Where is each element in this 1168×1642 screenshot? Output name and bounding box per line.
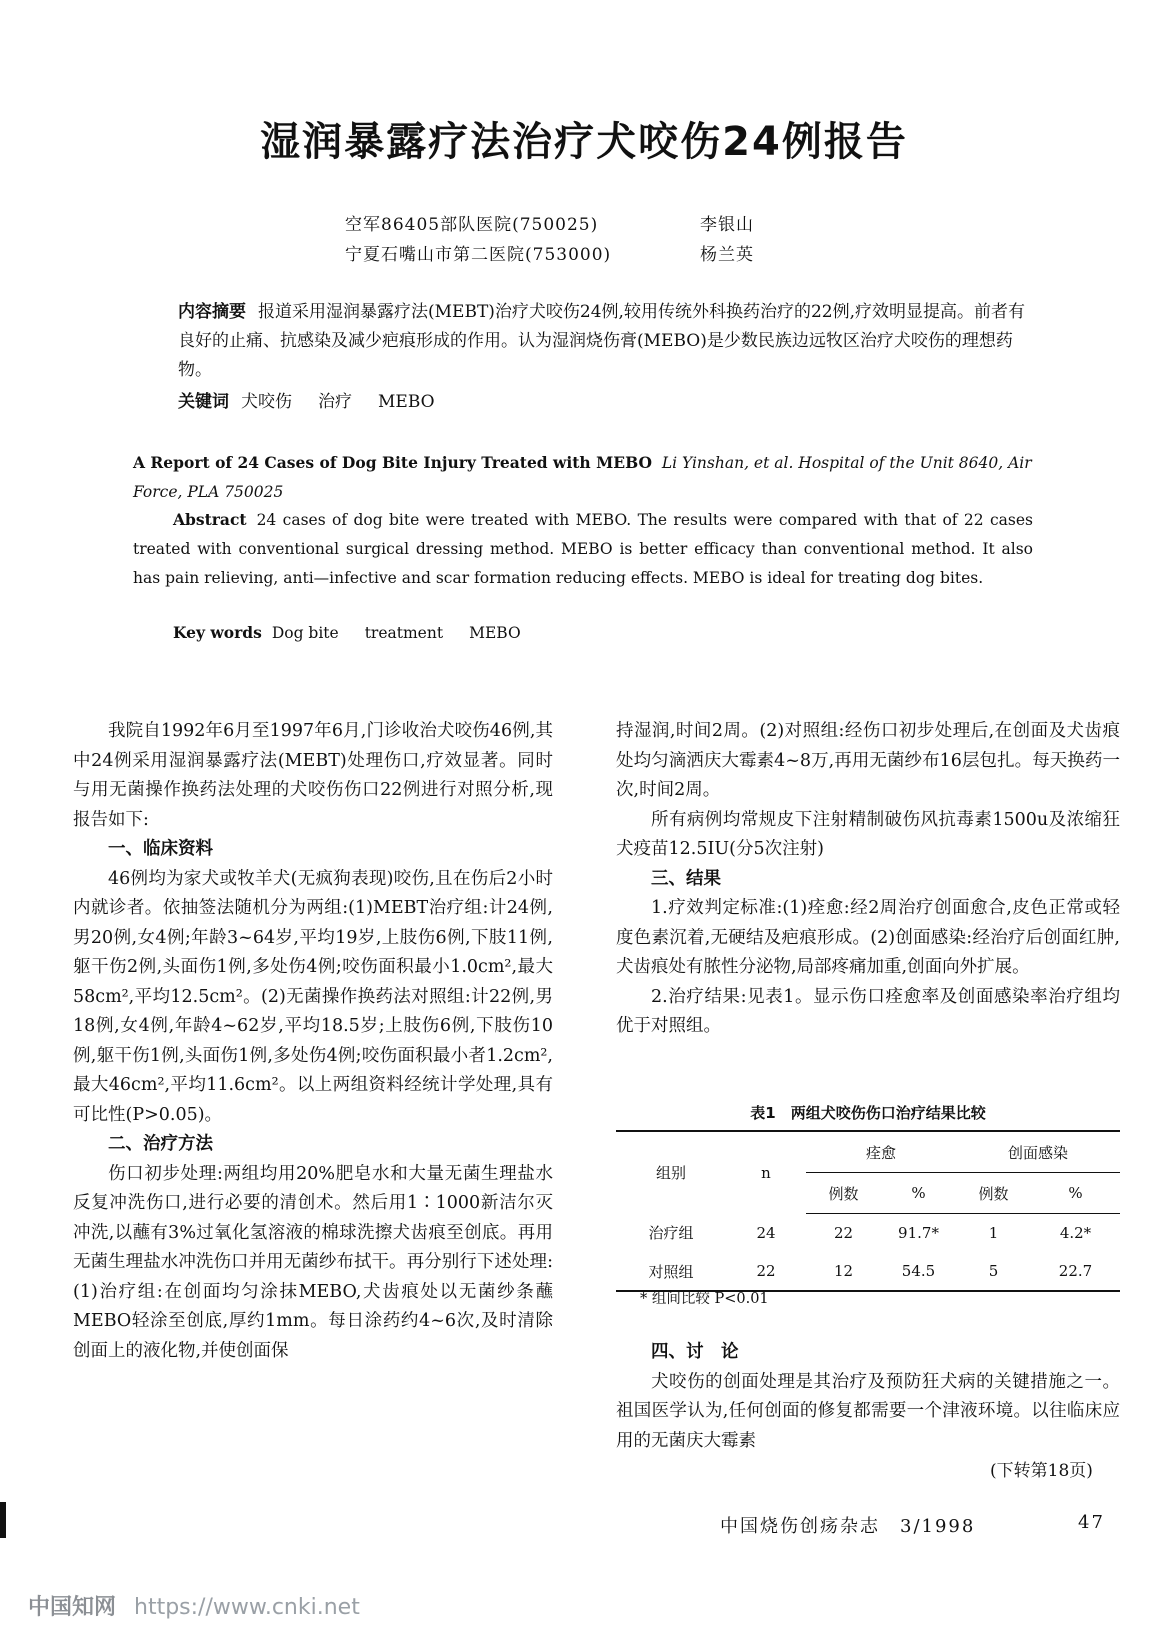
watermark-url: https://www.cnki.net	[134, 1595, 360, 1620]
table-row	[616, 1252, 1120, 1291]
header-infection-pct: %	[1031, 1173, 1120, 1214]
cell-group: 治疗组	[648, 1224, 694, 1243]
section-heading-methods: 二、治疗方法	[108, 1134, 213, 1154]
continued-note: (下转第18页)	[990, 1461, 1093, 1481]
english-abstract-label: Abstract	[173, 510, 247, 529]
cell-infection-count: 1	[988, 1224, 999, 1242]
methods-paragraph: 伤口初步处理:两组均用20%肥皂水和大量无菌生理盐水反复冲洗伤口,进行必要的清创术。然后用1∶1000新洁尔灭冲洗,以蘸有3%过氧化氢溶液的棉球洗擦犬齿痕至创底。再用无菌生理盐水冲洗伤口并用无菌纱布拭干。再分别行下述处理:(1)治疗组:在创面均匀涂抹MEBO,犬齿痕处以无菌纱条蘸MEBO轻涂至创底,厚约1mm。每日涂药约4~6次,及时清除创面上的液化物,并使创面保	[73, 1163, 553, 1361]
criteria-paragraph: 1.疗效判定标准:(1)痊愈:经2周治疗创面愈合,皮色正常或轻度色素沉着,无硬结及疤痕形成。(2)创面感染:经治疗后创面红肿,犬齿痕处有脓性分泌物,局部疼痛加重,创面向外扩展。	[616, 898, 1120, 977]
english-abstract	[133, 505, 1033, 593]
english-authors: Li Yinshan, et al. Hospital of the Unit 8640, Air Force, PLA 750025	[133, 454, 1032, 501]
watermark-brand: 中国知网	[28, 1595, 117, 1620]
keyword-zh-1: 犬咬伤	[241, 392, 292, 412]
header-infection: 创面感染	[956, 1131, 1120, 1173]
abstract-zh-label: 内容摘要	[178, 302, 246, 322]
cnki-watermark	[28, 1590, 360, 1621]
english-keyword-2: treatment	[364, 624, 444, 642]
cell-heal-count: 22	[833, 1224, 854, 1242]
footer-journal: 中国烧伤创疡杂志 3/1998	[720, 1516, 976, 1537]
table-caption: 表1 两组犬咬伤伤口治疗结果比较	[750, 1104, 986, 1122]
header-infection-count: 例数	[956, 1173, 1031, 1214]
affiliation-2-author: 杨兰英	[700, 245, 754, 265]
english-keyword-3: MEBO	[469, 624, 521, 642]
results-paragraph: 2.治疗结果:见表1。显示伤口痊愈率及创面感染率治疗组均优于对照组。	[616, 986, 1120, 1036]
cell-heal-count: 12	[806, 1252, 881, 1291]
english-title-block	[133, 448, 1033, 507]
table-row	[616, 1214, 1120, 1253]
cell-heal-pct: 54.5	[881, 1252, 956, 1291]
paper-title: 湿润暴露疗法治疗犬咬伤24例报告	[260, 119, 908, 165]
header-heal-pct: %	[881, 1173, 956, 1214]
abstract-zh-text: 报道采用湿润暴露疗法(MEBT)治疗犬咬伤24例,较用传统外科换药治疗的22例,疗效明显提高。前者有良好的止痛、抗感染及减少疤痕形成的作用。认为湿润烧伤膏(MEBO)是少数民族边远牧区治疗犬咬伤的理想药物。	[178, 302, 1025, 380]
cell-infection-pct: 4.2*	[1059, 1224, 1092, 1242]
header-heal: 痊愈	[806, 1131, 956, 1173]
margin-mark	[0, 1502, 6, 1538]
header-group: 组别	[616, 1131, 726, 1214]
header-n: n	[726, 1131, 806, 1214]
english-keywords	[173, 618, 1073, 648]
cell-infection-count: 5	[956, 1252, 1031, 1291]
methods-continued-paragraph: 持湿润,时间2周。(2)对照组:经伤口初步处理后,在创面及犬齿痕处均匀滴洒庆大霉素4~8万,再用无菌纱布16层包扎。每天换药一次,时间2周。	[616, 721, 1120, 800]
affiliation-2-org: 宁夏石嘴山市第二医院(753000)	[345, 245, 612, 265]
results-table	[616, 1130, 1120, 1292]
section-heading-clinical: 一、临床资料	[108, 839, 213, 859]
body-column-left	[73, 717, 553, 1366]
section-heading-results: 三、结果	[651, 868, 721, 889]
clinical-paragraph: 46例均为家犬或牧羊犬(无疯狗表现)咬伤,且在伤后2小时内就诊者。依抽签法随机分为两组:(1)MEBT治疗组:计24例,男20例,女4例;年龄3~64岁,平均19岁,上肢伤6例,下肢11例,躯干伤2例,头面伤1例,多处伤4例;咬伤面积最小1.0cm²,最大58cm²,平均12.5cm²。(2)无菌操作换药法对照组:计22例,男18例,女4例,年龄4~62岁,平均18.5岁;上肢伤6例,下肢伤10例,躯干伤1例,头面伤1例,多处伤4例;咬伤面积最小者1.2cm²,最大46cm²,平均11.6cm²。以上两组资料经统计学处理,具有可比性(P>0.05)。	[73, 868, 553, 1125]
cell-n: 24	[756, 1223, 776, 1242]
section-heading-discussion: 四、讨 论	[651, 1342, 739, 1362]
body-column-right	[616, 717, 1120, 1042]
cell-group: 对照组	[616, 1252, 726, 1291]
discussion-paragraph: 犬咬伤的创面处理是其治疗及预防狂犬病的关键措施之一。祖国医学认为,任何创面的修复都需要一个津液环境。以往临床应用的无菌庆大霉素	[616, 1371, 1120, 1451]
footer-page-number: 47	[1078, 1512, 1105, 1533]
vaccine-paragraph: 所有病例均常规皮下注射精制破伤风抗毒素1500u及浓缩狂犬疫苗12.5IU(分5次注射)	[616, 809, 1120, 859]
keywords-zh	[178, 388, 1033, 417]
english-keyword-1: Dog bite	[271, 624, 339, 642]
table-note: * 组间比较 P<0.01	[640, 1291, 769, 1307]
affiliation-1-org: 空军86405部队医院(750025)	[345, 215, 599, 235]
english-abstract-text: 24 cases of dog bite were treated with MEBO. The results were compared with that of 22 cases treated with conventional surgical dressing method. MEBO is better efficacy than conventional method. It also has pain relieving, anti—infective and scar formation reducing effects. MEBO is ideal for treating dog bites.	[133, 511, 1033, 587]
cell-n: 22	[726, 1252, 806, 1291]
intro-paragraph: 我院自1992年6月至1997年6月,门诊收治犬咬伤46例,其中24例采用湿润暴露疗法(MEBT)处理伤口,疗效显著。同时与用无菌操作换药法处理的犬咬伤伤口22例进行对照分析,现报告如下:	[73, 721, 553, 830]
keyword-zh-2: 治疗	[318, 392, 352, 412]
abstract-zh	[178, 298, 1033, 385]
affiliation-1-author: 李银山	[700, 215, 754, 235]
english-keywords-label: Key words	[173, 623, 262, 642]
discussion-block	[616, 1338, 1120, 1456]
keyword-zh-3: MEBO	[378, 392, 435, 412]
cell-heal-pct: 91.7*	[898, 1224, 939, 1242]
header-heal-count: 例数	[806, 1173, 881, 1214]
cell-infection-pct: 22.7	[1031, 1252, 1120, 1291]
keywords-zh-label: 关键词	[178, 392, 229, 412]
english-title: A Report of 24 Cases of Dog Bite Injury Treated with MEBO	[133, 453, 652, 472]
